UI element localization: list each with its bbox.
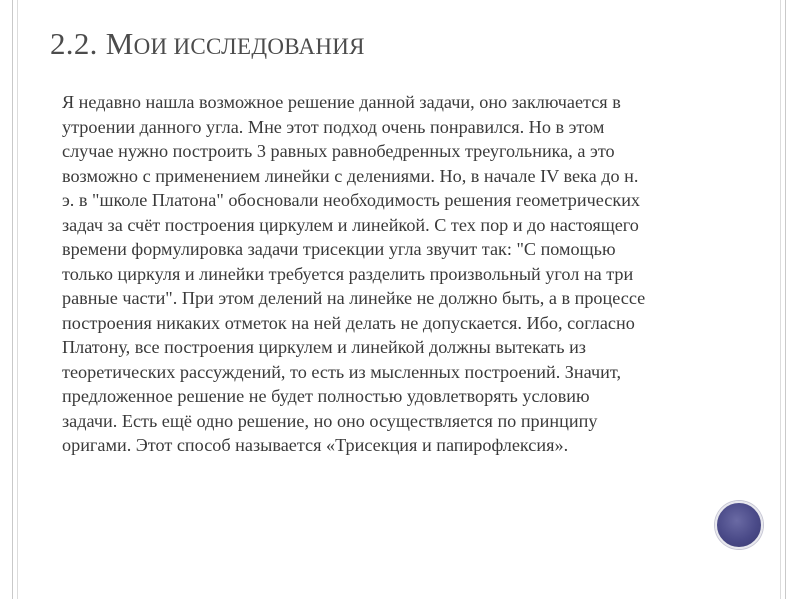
body-line: времени формулировка задачи трисекции угла звучит так: "С помощью	[62, 239, 616, 259]
body-line: Платону, все построения циркулем и линейкой должны вытекать из	[62, 337, 586, 357]
slide-title-number: 2.2.	[50, 26, 106, 61]
slide-title-initial: М	[105, 26, 134, 61]
slide-body-text	[62, 90, 762, 458]
body-line: э. в "школе Платона" обосновали необходимость решения геометрических	[62, 190, 641, 210]
body-line: Я недавно нашла возможное решение данной задачи, оно заключается в	[62, 92, 621, 112]
slide-title-rest: ОИ ИССЛЕДОВАНИЯ	[133, 34, 365, 59]
body-line: возможно с применением линейки с делениями. Но, в начале IV века до н.	[62, 165, 639, 186]
body-line: предложенное решение не будет полностью удовлетворять условию	[62, 386, 590, 406]
body-line: теоретических рассуждений, то есть из мысленных построений. Значит,	[62, 361, 621, 382]
body-line: оригами. Этот способ называется «Трисекция и папирофлексия».	[62, 435, 569, 455]
body-line: построения никаких отметок на ней делать не допускается. Ибо, согласно	[62, 312, 635, 333]
body-line: равные части". При этом делений на линейке не должно быть, а в процессе	[62, 288, 646, 308]
next-slide-button[interactable]	[715, 501, 763, 549]
body-line: случае нужно построить 3 равных равнобедренных треугольника, а это	[62, 141, 615, 161]
body-line: только циркуля и линейки требуется разделить произвольный угол на три	[62, 263, 634, 284]
body-line: задачи. Есть ещё одно решение, но оно осуществляется по принципу	[62, 410, 598, 431]
body-line: задач за счёт построения циркулем и линейкой. С тех пор и до настоящего	[62, 214, 639, 235]
slide-title	[50, 26, 365, 62]
body-line: утроении данного угла. Мне этот подход очень понравился. Но в этом	[62, 116, 605, 137]
